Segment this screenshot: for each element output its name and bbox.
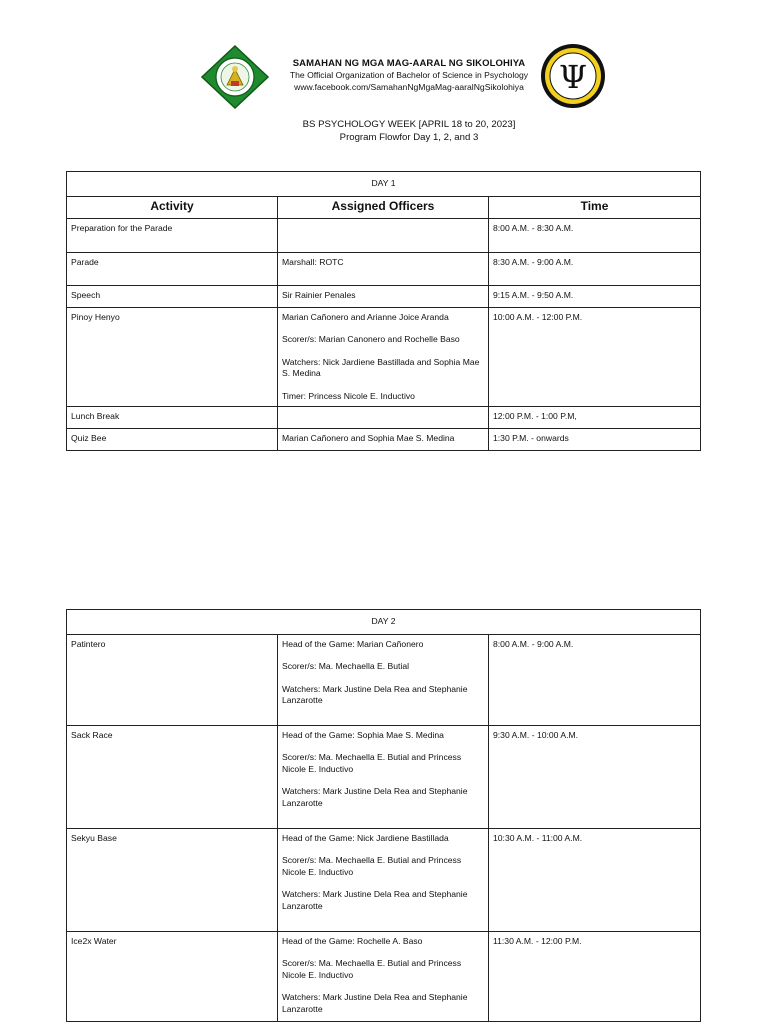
org-tagline: The Official Organization of Bachelor of Science in Psychology bbox=[289, 70, 529, 80]
time-cell: 8:00 A.M. - 8:30 A.M. bbox=[489, 218, 701, 252]
officers-cell bbox=[278, 828, 489, 931]
officer-line: Scorer/s: Ma. Mechaella E. Butial and Princess Nicole E. Inductivo bbox=[282, 855, 462, 877]
officers-cell bbox=[278, 252, 489, 285]
day1-schedule-table bbox=[66, 171, 701, 451]
time-cell: 8:30 A.M. - 9:00 A.M. bbox=[489, 252, 701, 285]
title-line-1: BS PSYCHOLOGY WEEK [APRIL 18 to 20, 2023] bbox=[302, 119, 516, 130]
officers-cell bbox=[278, 407, 489, 429]
officers-cell bbox=[278, 429, 489, 451]
officer-line: Sir Rainier Penales bbox=[282, 289, 356, 300]
activity-cell: Preparation for the Parade bbox=[67, 218, 278, 252]
column-header-row bbox=[67, 196, 701, 218]
org-url: www.facebook.com/SamahanNgMgaMag-aaralNgSikolohiya bbox=[294, 81, 524, 92]
psi-seal-icon bbox=[540, 43, 606, 109]
officer-line: Scorer/s: Ma. Mechaella E. Butial bbox=[282, 661, 410, 671]
officer-line: Timer: Princess Nicole E. Inductivo bbox=[282, 390, 415, 401]
officer-line: Watchers: Mark Justine Dela Rea and Stephanie Lanzarotte bbox=[282, 889, 468, 911]
officer-line: Scorer/s: Marian Canonero and Rochelle Baso bbox=[282, 334, 460, 344]
officer-line: Marian Cañonero and Sophia Mae S. Medina bbox=[282, 433, 455, 443]
table-row bbox=[67, 285, 701, 307]
org-name: SAMAHAN NG MGA MAG-AARAL NG SIKOLOHIYA bbox=[292, 58, 526, 69]
officer-line: Head of the Game: Sophia Mae S. Medina bbox=[282, 729, 444, 740]
officer-line: Watchers: Mark Justine Dela Rea and Stephanie Lanzarotte bbox=[282, 683, 468, 705]
activity-cell: Speech bbox=[67, 285, 278, 307]
officers-cell bbox=[278, 931, 489, 1021]
activity-cell: Lunch Break bbox=[67, 407, 278, 429]
table-row bbox=[67, 725, 701, 828]
table-row bbox=[67, 407, 701, 429]
activity-cell: Parade bbox=[67, 252, 278, 285]
day-header-row bbox=[67, 172, 701, 197]
time-cell: 12:00 P.M. - 1:00 P.M, bbox=[489, 407, 701, 429]
officer-line: Head of the Game: Rochelle A. Baso bbox=[282, 935, 423, 946]
time-cell: 1:30 P.M. - onwards bbox=[489, 429, 701, 451]
officers-cell bbox=[278, 285, 489, 307]
time-cell: 9:30 A.M. - 10:00 A.M. bbox=[489, 725, 701, 828]
activity-cell: Pinoy Henyo bbox=[67, 307, 278, 407]
table-row bbox=[67, 429, 701, 451]
psi-symbol: Ψ bbox=[558, 58, 588, 96]
day-label: DAY 1 bbox=[67, 172, 701, 197]
officer-line: Head of the Game: Marian Cañonero bbox=[282, 638, 424, 649]
officer-line: Scorer/s: Ma. Mechaella E. Butial and Princess Nicole E. Inductivo bbox=[282, 958, 462, 980]
activity-cell: Quiz Bee bbox=[67, 429, 278, 451]
table-row bbox=[67, 931, 701, 1021]
activity-cell: Ice2x Water bbox=[67, 931, 278, 1021]
activity-cell: Sack Race bbox=[67, 725, 278, 828]
day2-schedule-table bbox=[66, 609, 701, 1022]
time-cell: 11:30 A.M. - 12:00 P.M. bbox=[489, 931, 701, 1021]
table-row bbox=[67, 218, 701, 252]
document-title bbox=[0, 118, 768, 144]
time-cell: 9:15 A.M. - 9:50 A.M. bbox=[489, 285, 701, 307]
officer-line: Marshall: ROTC bbox=[282, 256, 344, 267]
org-info bbox=[280, 58, 538, 93]
table-row bbox=[67, 252, 701, 285]
day-header-row bbox=[67, 610, 701, 635]
activity-cell: Patintero bbox=[67, 634, 278, 725]
time-cell: 8:00 A.M. - 9:00 A.M. bbox=[489, 634, 701, 725]
officers-cell bbox=[278, 634, 489, 725]
officer-line: Scorer/s: Ma. Mechaella E. Butial and Princess Nicole E. Inductivo bbox=[282, 752, 462, 774]
officer-line: Watchers: Mark Justine Dela Rea and Stephanie Lanzarotte bbox=[282, 992, 468, 1014]
activity-cell: Sekyu Base bbox=[67, 828, 278, 931]
officers-cell bbox=[278, 725, 489, 828]
table-row bbox=[67, 307, 701, 407]
green-diamond-seal-icon bbox=[201, 45, 269, 109]
officer-line: Watchers: Mark Justine Dela Rea and Stephanie Lanzarotte bbox=[282, 786, 468, 808]
day-label: DAY 2 bbox=[67, 610, 701, 635]
officers-header: Assigned Officers bbox=[278, 196, 489, 218]
officer-line: Marian Cañonero and Arianne Joice Aranda bbox=[282, 311, 449, 322]
table-row bbox=[67, 828, 701, 931]
title-line-2: Program Flowfor Day 1, 2, and 3 bbox=[339, 132, 479, 143]
time-cell: 10:30 A.M. - 11:00 A.M. bbox=[489, 828, 701, 931]
officers-cell bbox=[278, 307, 489, 407]
time-header: Time bbox=[489, 196, 701, 218]
officer-line: Head of the Game: Nick Jardiene Bastillada bbox=[282, 832, 449, 843]
activity-header: Activity bbox=[67, 196, 278, 218]
officers-cell bbox=[278, 218, 489, 252]
table-row bbox=[67, 634, 701, 725]
document-header bbox=[0, 40, 768, 112]
time-cell: 10:00 A.M. - 12:00 P.M. bbox=[489, 307, 701, 407]
officer-line: Watchers: Nick Jardiene Bastillada and Sophia Mae S. Medina bbox=[282, 356, 480, 378]
